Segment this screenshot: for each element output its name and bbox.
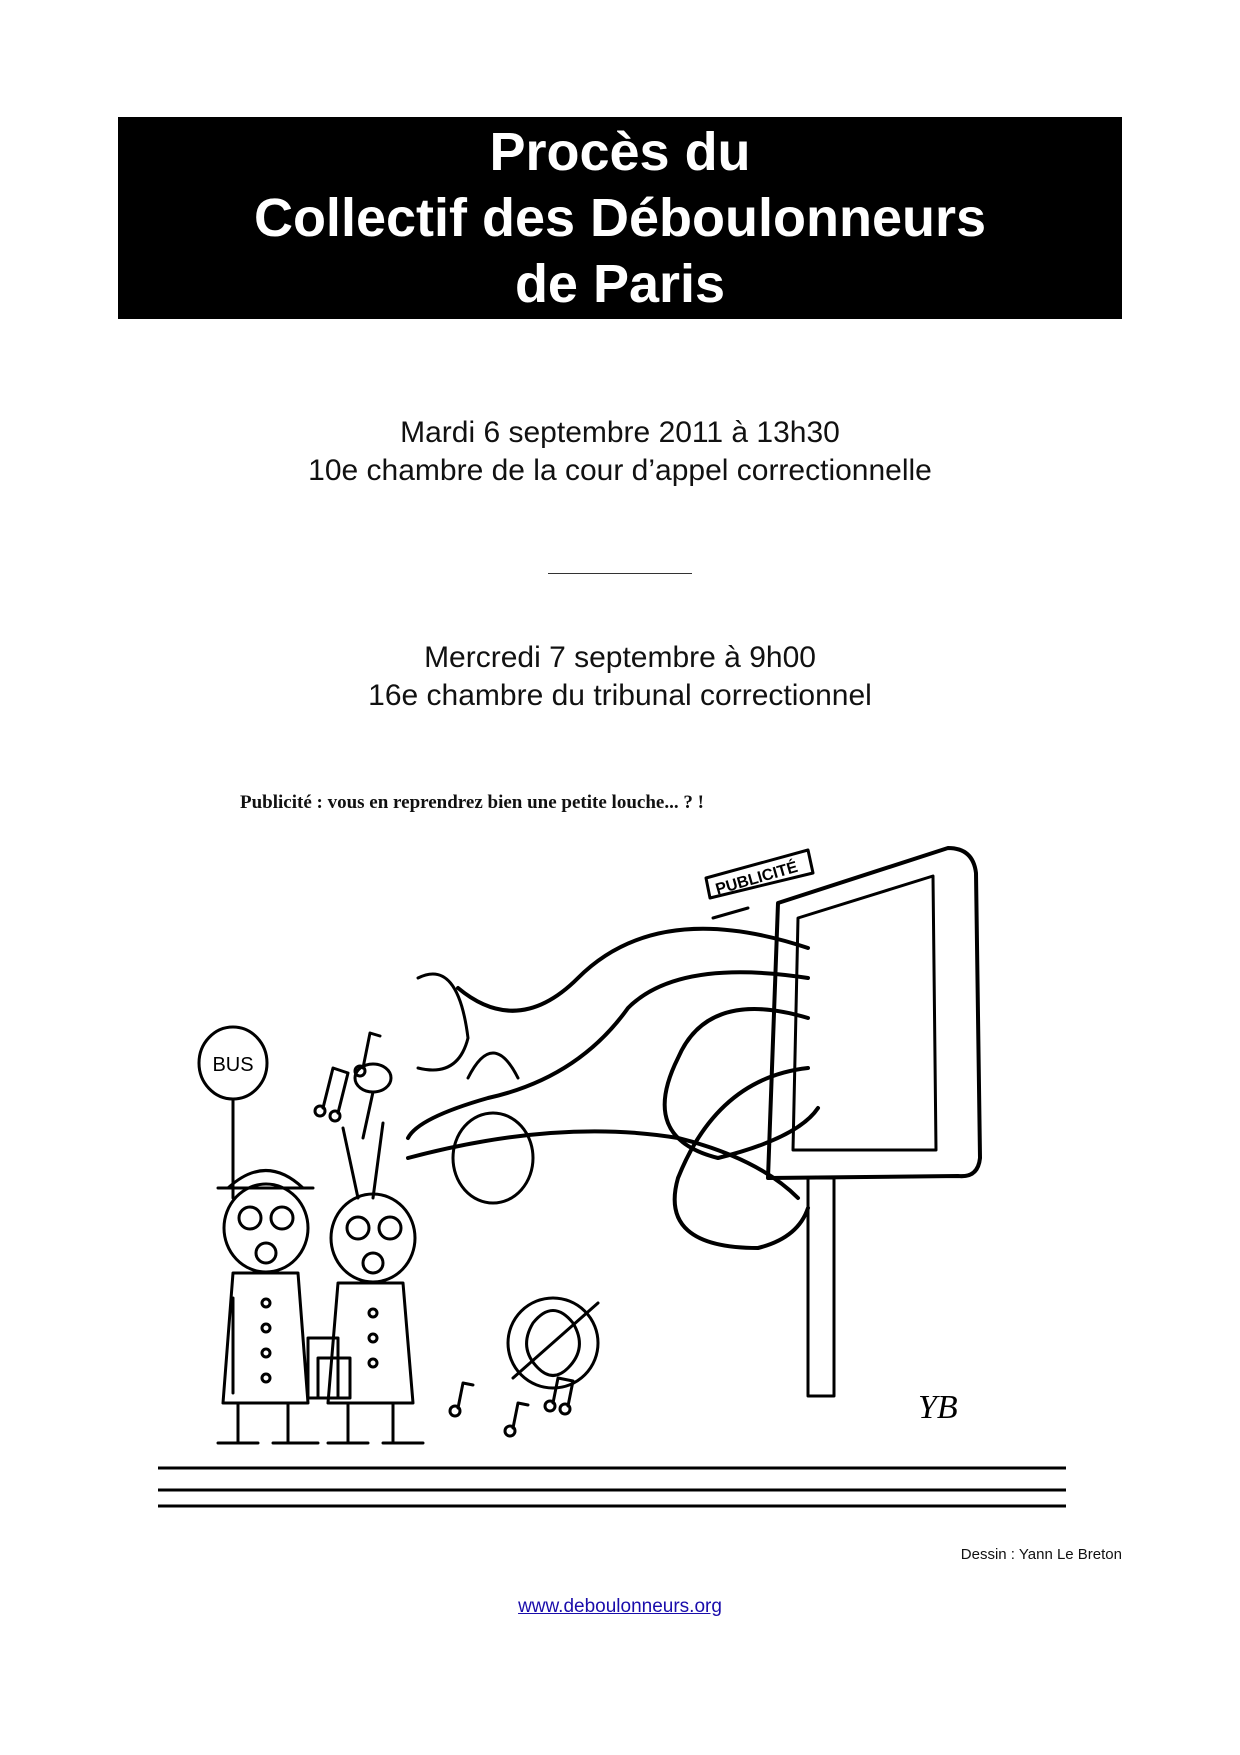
pot bbox=[453, 1053, 533, 1203]
ladle bbox=[355, 974, 468, 1138]
session-2-place: 16e chambre du tribunal correctionnel bbox=[368, 679, 872, 712]
music-notes bbox=[315, 1033, 573, 1436]
title-banner bbox=[118, 117, 1122, 319]
session-2-date: Mercredi 7 septembre à 9h00 bbox=[424, 641, 816, 674]
bus-sign-text: BUS bbox=[212, 1054, 254, 1076]
website-link[interactable]: www.deboulonneurs.org bbox=[518, 1596, 722, 1617]
cartoon-caption: Publicité : vous en reprendrez bien une petite louche... ? ! bbox=[240, 792, 704, 813]
man-right bbox=[318, 1123, 423, 1443]
session-1-date: Mardi 6 septembre 2011 à 13h30 bbox=[400, 416, 840, 449]
title-line-1: Procès du bbox=[489, 122, 751, 182]
billboard bbox=[706, 848, 980, 1396]
billboard-label: PUBLICITÉ bbox=[713, 858, 800, 899]
cartoon-illustration bbox=[158, 778, 1066, 1518]
session-2 bbox=[0, 639, 1240, 715]
title-line-2: Collectif des Déboulonneurs bbox=[253, 188, 987, 248]
session-1 bbox=[0, 414, 1240, 490]
tentacles bbox=[408, 929, 818, 1248]
drawing-credit: Dessin : Yann Le Breton bbox=[960, 1546, 1122, 1563]
divider bbox=[548, 573, 692, 574]
session-1-place: 10e chambre de la cour d’appel correctionnelle bbox=[308, 454, 932, 487]
man-left bbox=[218, 1171, 338, 1444]
cartoon-signature: YB bbox=[918, 1389, 958, 1426]
violin bbox=[508, 1298, 598, 1388]
title-line-3: de Paris bbox=[514, 254, 726, 314]
